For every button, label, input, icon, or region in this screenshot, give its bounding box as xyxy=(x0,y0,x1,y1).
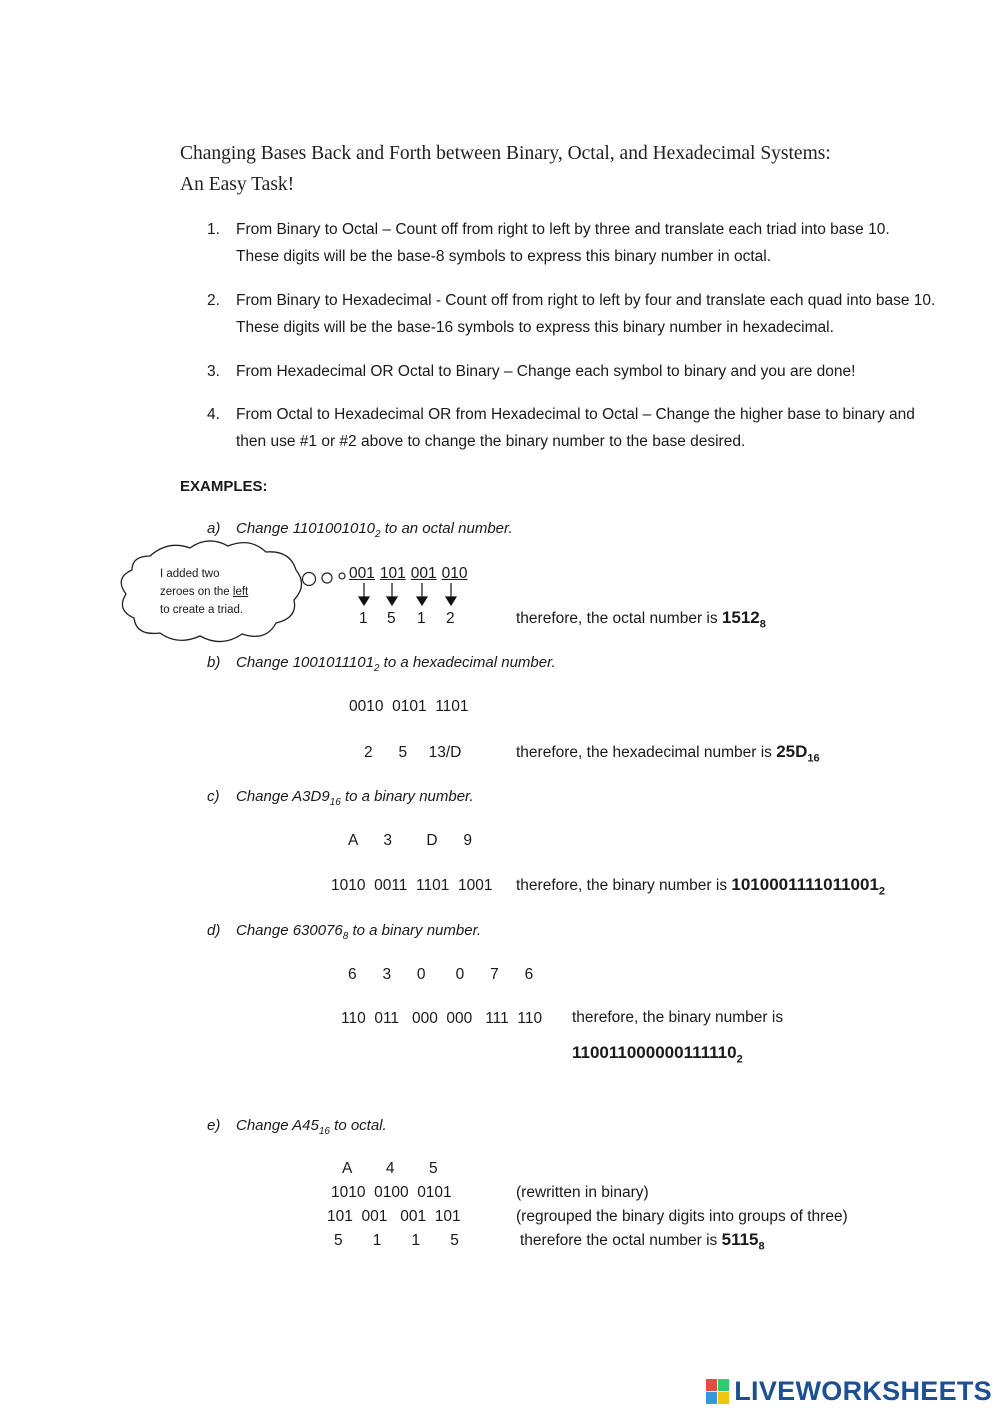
title-line-1: Changing Bases Back and Forth between Binary, Octal, and Hexadecimal Systems: xyxy=(180,143,831,164)
thought-bubble-text xyxy=(160,565,270,619)
bubble-line-2-pre: zeroes on the xyxy=(160,586,233,598)
thought-dot-small xyxy=(339,573,345,579)
example-e-label: e) xyxy=(207,1117,221,1134)
example-d-pre: Change 630076 xyxy=(236,922,343,939)
example-a-digit: 2 xyxy=(446,610,455,627)
example-b-answer-value: 25D xyxy=(776,742,808,761)
example-c-label: c) xyxy=(207,788,220,805)
example-b-digits: 2 5 13/D xyxy=(364,744,462,761)
rule-3-number: 3. xyxy=(207,363,220,380)
example-b-post: to a hexadecimal number. xyxy=(379,654,556,671)
example-a-digit: 5 xyxy=(387,610,396,627)
example-c-answer-text: therefore, the binary number is xyxy=(516,877,732,894)
example-b-label: b) xyxy=(207,654,221,671)
example-e-answer-sub: 8 xyxy=(758,1240,765,1253)
example-c-answer-sub: 2 xyxy=(878,885,886,898)
example-e-prompt xyxy=(207,1117,387,1137)
example-e-answer-text: therefore the octal number is xyxy=(520,1232,722,1249)
rule-1-text: From Binary to Octal – Count off from right to left by three and translate each triad into base 10. These digits will be the base-8 symbols to express this binary number in octal. xyxy=(236,221,890,265)
example-a-answer-value: 1512 xyxy=(721,608,760,627)
example-d-binary: 110 011 000 000 111 110 xyxy=(341,1010,543,1027)
rule-3-text: From Hexadecimal OR Octal to Binary – Change each symbol to binary and you are done! xyxy=(236,363,856,380)
examples-heading: EXAMPLES: xyxy=(180,478,268,495)
example-c-binary: 1010 0011 1101 1001 xyxy=(331,877,493,894)
example-d-sub: 8 xyxy=(342,931,349,942)
example-c-sub: 16 xyxy=(329,797,341,808)
example-d-symbols: 6 3 0 0 7 6 xyxy=(348,966,534,983)
rule-4-text: From Octal to Hexadecimal OR from Hexadecimal to Octal – Change the higher base to binary and then use #1 or #2 above to change the binary number to the base desired. xyxy=(236,406,915,450)
title-line-2: An Easy Task! xyxy=(180,174,295,195)
example-e-note-2: (regrouped the binary digits into groups of three) xyxy=(516,1208,848,1225)
example-e-answer-value: 5115 xyxy=(721,1230,759,1249)
example-e-note-1: (rewritten in binary) xyxy=(516,1184,649,1201)
rule-2-text: From Binary to Hexadecimal - Count off from right to left by four and translate each quad into base 10. These digits will be the base-16 symbols to express this binary number in hexadecimal. xyxy=(236,292,936,336)
logo-text: LIVEWORKSHEETS xyxy=(734,1376,992,1406)
example-e-sub: 16 xyxy=(318,1126,330,1137)
example-e-post: to octal. xyxy=(329,1117,387,1134)
example-e-binary: 1010 0100 0101 xyxy=(331,1184,452,1201)
example-b-prompt xyxy=(207,654,556,674)
bubble-line-2-underlined: left xyxy=(232,586,249,598)
example-a-answer xyxy=(516,608,766,630)
example-d-answer-value: 110011000000111110 xyxy=(572,1043,737,1062)
rule-4-number: 4. xyxy=(207,406,220,423)
example-a-sub: 2 xyxy=(375,529,381,540)
thought-dot-large xyxy=(303,573,316,586)
example-c-answer xyxy=(516,875,885,897)
example-b-answer xyxy=(516,742,820,764)
example-b-answer-sub: 16 xyxy=(807,752,820,765)
example-b-answer-text: therefore, the hexadecimal number is xyxy=(516,744,777,761)
triad-group: 001 xyxy=(410,565,437,582)
example-e-pre: Change A45 xyxy=(236,1117,319,1134)
thought-dot-medium xyxy=(322,573,332,583)
example-c-symbols: A 3 D 9 xyxy=(348,832,473,849)
triad-group: 001 xyxy=(349,565,375,582)
bubble-line-2 xyxy=(160,583,270,601)
example-d-answer xyxy=(572,1043,743,1065)
example-d-post: to a binary number. xyxy=(348,922,482,939)
example-e-symbols: A 4 5 xyxy=(342,1160,438,1177)
example-c-prompt xyxy=(207,788,474,808)
example-c-post: to a binary number. xyxy=(340,788,474,805)
bubble-line-3: to create a triad. xyxy=(160,604,244,616)
triad-group: 101 xyxy=(379,565,406,582)
bubble-line-1: I added two xyxy=(160,568,220,580)
down-arrows xyxy=(359,583,456,605)
example-b-binary: 0010 0101 1101 xyxy=(349,698,469,715)
example-a-groups xyxy=(349,565,473,583)
example-a-post: to an octal number. xyxy=(380,520,513,537)
example-d-label: d) xyxy=(207,922,221,939)
example-b-pre: Change 1001011101 xyxy=(236,654,374,671)
example-e-regrouped: 101 001 001 101 xyxy=(327,1208,461,1225)
example-a-answer-sub: 8 xyxy=(759,618,766,631)
triad-group: 010 xyxy=(441,565,468,582)
example-a-answer-text: therefore, the octal number is xyxy=(516,610,722,627)
example-a-label: a) xyxy=(207,520,221,537)
example-d-answer-sub: 2 xyxy=(736,1053,743,1066)
example-c-pre: Change A3D9 xyxy=(236,788,330,805)
example-e-digits: 5 1 1 5 xyxy=(334,1232,459,1249)
example-e-answer xyxy=(520,1230,765,1252)
thought-bubble-graphic xyxy=(0,0,1000,700)
logo-mark-icon xyxy=(706,1379,730,1405)
example-a-digit: 1 xyxy=(417,610,426,627)
example-a-pre: Change 1101001010 xyxy=(236,520,376,537)
example-c-answer-value: 1010001111011001 xyxy=(731,875,879,894)
example-b-sub: 2 xyxy=(373,663,380,674)
rule-2-number: 2. xyxy=(207,292,220,309)
liveworksheets-logo xyxy=(706,1376,992,1407)
rule-1-number: 1. xyxy=(207,221,220,238)
example-a-digit: 1 xyxy=(359,610,368,627)
example-d-answer-text: therefore, the binary number is xyxy=(572,1009,784,1026)
example-d-prompt xyxy=(207,922,481,942)
